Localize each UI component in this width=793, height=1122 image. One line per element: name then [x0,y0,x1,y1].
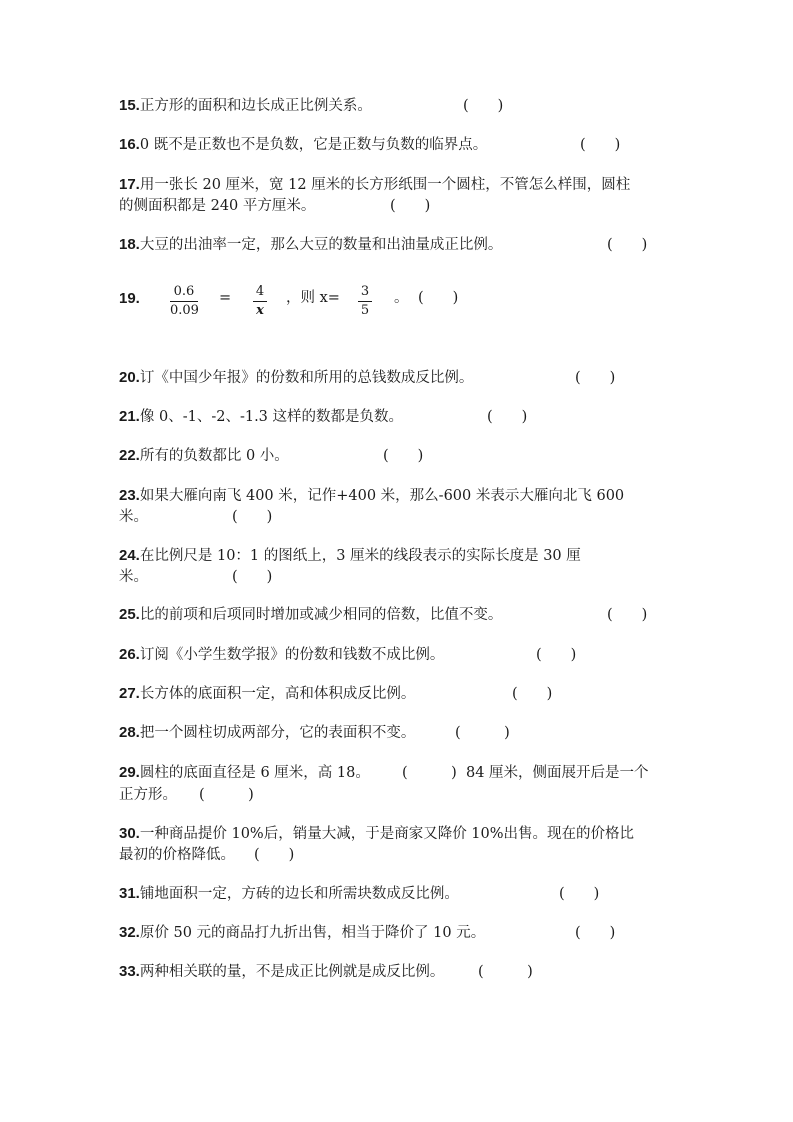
answer-blank[interactable]: ( ) [199,787,254,803]
question-26 [119,644,444,666]
question-text: 最初的价格降低。 [119,847,235,863]
question-number: 28. [119,724,140,741]
question-text: 。 [394,290,409,306]
question-28 [119,722,415,744]
question-number: 25. [119,606,140,623]
question-text: ，则 x= [286,290,340,306]
question-20 [119,367,473,389]
fraction-numerator: 0.6 [173,284,195,299]
question-number: 20. [119,369,140,386]
fraction-3 [358,284,372,319]
question-number: 31. [119,885,140,902]
question-number: 26. [119,646,140,663]
question-text: 像 0、-1、-2、-1.3 这样的数都是负数。 [139,409,404,425]
question-number: 24. [119,547,140,564]
question-16 [119,134,487,156]
answer-blank[interactable]: ( ) [254,847,295,863]
fraction-denominator: 5 [360,303,370,318]
question-number: 18. [119,236,140,253]
answer-blank[interactable]: ( ) [478,964,533,980]
answer-blank[interactable]: ( ) [487,409,528,425]
question-32 [119,922,485,944]
question-text: 的侧面积都是 240 平方厘米。 [119,198,316,214]
question-text: 如果大雁向南飞 400 米，记作+400 米，那么-600 米表示大雁向北飞 600 [139,488,625,504]
question-text: 一种商品提价 10%后，销量大减，于是商家又降价 10%出售。现在的价格比 [139,826,635,842]
question-text: 原价 50 元的商品打九折出售，相当于降价了 10 元。 [139,925,486,941]
question-22 [119,445,289,467]
equals-sign: = [219,290,232,306]
answer-blank[interactable]: ( ) [559,886,600,902]
question-29 [119,762,370,784]
question-text: 84 厘米，侧面展开后是一个 [466,765,649,781]
question-text: 把一个圆柱切成两部分，它的表面积不变。 [139,725,416,741]
question-17-line2 [119,195,315,217]
question-number: 32. [119,924,140,941]
question-text: 正方形的面积和边长成正比例关系。 [139,98,372,114]
question-text: 正方形。 [119,787,177,803]
answer-blank[interactable]: ( ) [580,137,621,153]
question-text: 在比例尺是 10：1 的图纸上，3 厘米的线段表示的实际长度是 30 厘 [139,548,581,564]
question-17 [119,174,630,196]
question-text: 订《中国少年报》的份数和所用的总钱数成反比例。 [139,370,474,386]
question-text: 圆柱的底面直径是 6 厘米，高 18。 [139,765,370,781]
question-text: 比的前项和后项同时增加或减少相同的倍数，比值不变。 [139,607,503,623]
question-number: 17. [119,176,140,193]
question-text: 订阅《小学生数学报》的份数和钱数不成比例。 [139,647,445,663]
question-23-line2 [119,506,148,528]
answer-blank[interactable]: ( ) [455,725,510,741]
question-text: 米。 [119,509,148,525]
question-number: 21. [119,408,140,425]
fraction-bar [358,301,372,302]
answer-blank[interactable]: ( ) [607,607,648,623]
question-30 [119,823,634,845]
answer-blank[interactable]: ( ) [418,290,459,306]
question-text: 大豆的出油率一定，那么大豆的数量和出油量成正比例。 [139,237,503,253]
fraction-2 [253,284,267,319]
question-number: 19. [119,290,140,307]
question-number: 15. [119,97,140,114]
fraction-denominator: 0.09 [170,303,199,318]
question-25 [119,604,502,626]
question-number: 22. [119,447,140,464]
question-27 [119,683,415,705]
answer-blank[interactable]: ( ) [463,98,504,114]
answer-blank[interactable]: ( ) [536,647,577,663]
question-15 [119,95,372,117]
question-text: 0 既不是正数也不是负数，它是正数与负数的临界点。 [139,137,488,153]
answer-blank[interactable]: ( ) [390,198,431,214]
fraction-1 [170,284,198,319]
fraction-bar [170,301,198,302]
question-number: 16. [119,136,140,153]
question-24-line2 [119,566,148,588]
answer-blank-inline[interactable]: ( ) [402,765,457,781]
answer-blank[interactable]: ( ) [232,509,273,525]
question-text: 铺地面积一定，方砖的边长和所需块数成反比例。 [139,886,459,902]
fraction-numerator: 3 [360,284,370,299]
question-19 [119,288,140,310]
question-29-line2 [119,784,177,806]
question-31 [119,883,459,905]
fraction-bar [253,301,267,302]
question-21 [119,406,403,428]
fraction-numerator: 4 [255,284,265,299]
answer-blank[interactable]: ( ) [607,237,648,253]
question-text: 用一张长 20 厘米，宽 12 厘米的长方形纸围一个圆柱，不管怎么样围，圆柱 [139,177,631,193]
answer-blank[interactable]: ( ) [575,925,616,941]
fraction-denominator: x [256,303,264,318]
question-33 [119,961,444,983]
question-23 [119,485,624,507]
question-number: 30. [119,825,140,842]
question-number: 23. [119,487,140,504]
question-text: 长方体的底面积一定，高和体积成反比例。 [139,686,416,702]
question-text: 米。 [119,569,148,585]
question-text: 所有的负数都比 0 小。 [139,448,289,464]
question-number: 29. [119,764,140,781]
question-30-line2 [119,844,235,866]
question-number: 27. [119,685,140,702]
question-18 [119,234,502,256]
answer-blank[interactable]: ( ) [512,686,553,702]
answer-blank[interactable]: ( ) [232,569,273,585]
question-24 [119,545,581,567]
question-text: 两种相关联的量，不是成正比例就是成反比例。 [139,964,445,980]
answer-blank[interactable]: ( ) [575,370,616,386]
question-number: 33. [119,963,140,980]
answer-blank[interactable]: ( ) [383,448,424,464]
